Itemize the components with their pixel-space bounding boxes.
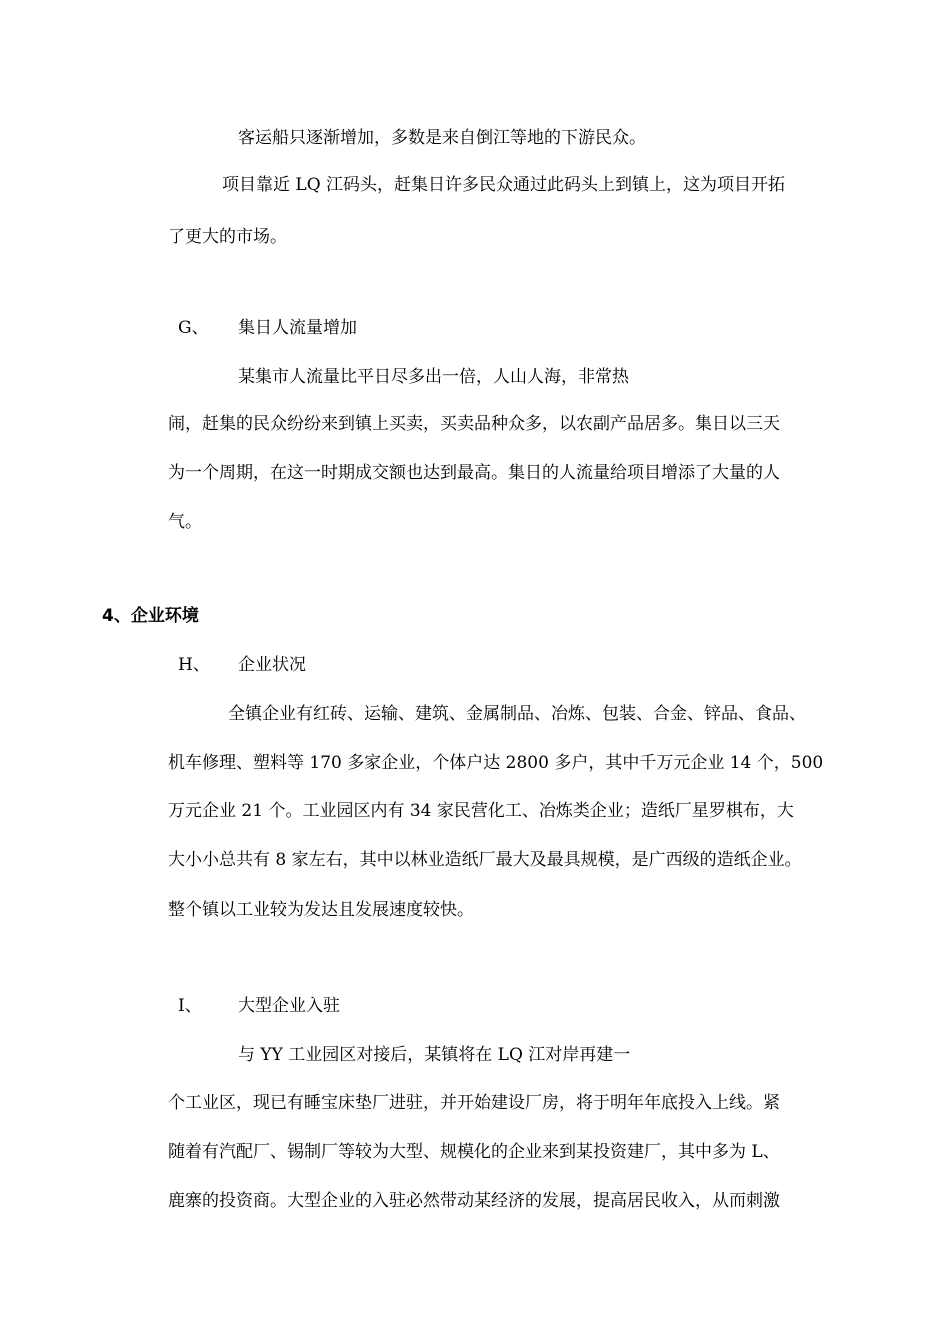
section-heading-i: 大型企业入驻 xyxy=(238,996,340,1016)
section-heading-4: 4、企业环境 xyxy=(102,606,199,626)
paragraph-line: 鹿寨的投资商。大型企业的入驻必然带动某经济的发展，提高居民收入，从而刺激 xyxy=(168,1191,780,1211)
paragraph-line: 全镇企业有红砖、运输、建筑、金属制品、冶炼、包装、合金、锌品、食品、 xyxy=(228,704,806,724)
paragraph-line: 客运船只逐渐增加，多数是来自倒江等地的下游民众。 xyxy=(238,128,646,148)
paragraph-line: 某集市人流量比平日尽多出一倍，人山人海，非常热 xyxy=(238,367,629,387)
list-marker-h: H、 xyxy=(178,655,210,675)
paragraph-line: 个工业区，现已有睡宝床垫厂进驻，并开始建设厂房，将于明年年底投入上线。紧 xyxy=(168,1093,780,1113)
section-heading-g: 集日人流量增加 xyxy=(238,318,357,338)
paragraph-line: 随着有汽配厂、锡制厂等较为大型、规模化的企业来到某投资建厂，其中多为 L、 xyxy=(168,1142,780,1162)
list-marker-i: I、 xyxy=(178,996,202,1016)
paragraph-line: 项目靠近 LQ 江码头，赶集日许多民众通过此码头上到镇上，这为项目开拓 xyxy=(222,175,786,195)
section-heading-h: 企业状况 xyxy=(238,655,306,675)
paragraph-line: 了更大的市场。 xyxy=(168,227,287,247)
list-marker-g: G、 xyxy=(178,318,209,338)
paragraph-line: 为一个周期，在这一时期成交额也达到最高。集日的人流量给项目增添了大量的人 xyxy=(168,463,780,483)
paragraph-line: 机车修理、塑料等 170 多家企业，个体户达 2800 多户，其中千万元企业 14 个，500 xyxy=(168,753,824,773)
paragraph-line: 万元企业 21 个。工业园区内有 34 家民营化工、冶炼类企业；造纸厂星罗棋布，大 xyxy=(168,801,794,821)
paragraph-line: 整个镇以工业较为发达且发展速度较快。 xyxy=(168,900,474,920)
paragraph-line: 大小小总共有 8 家左右，其中以林业造纸厂最大及最具规模，是广西级的造纸企业。 xyxy=(168,850,802,870)
paragraph-line: 气。 xyxy=(168,512,202,532)
paragraph-line: 与 YY 工业园区对接后，某镇将在 LQ 江对岸再建一 xyxy=(238,1045,631,1065)
paragraph-line: 闹，赶集的民众纷纷来到镇上买卖，买卖品种众多，以农副产品居多。集日以三天 xyxy=(168,414,780,434)
